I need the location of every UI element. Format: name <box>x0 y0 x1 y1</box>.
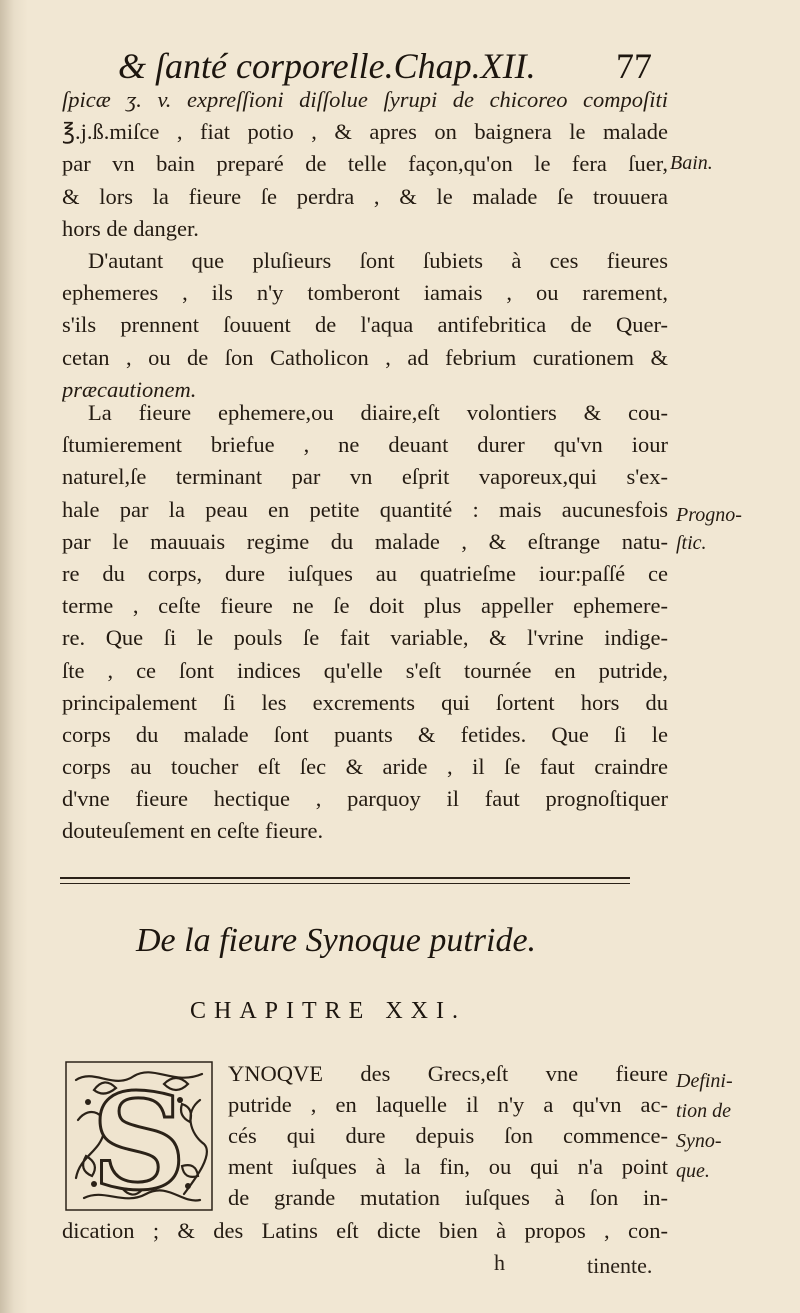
margin-note-definition-2: tion de <box>676 1100 731 1122</box>
text-line: ℥.j.ß.miſce , fiat potio , & apres on baignera le malade <box>62 119 668 145</box>
text-line: ſte , ce ſont indices qu'elle s'eſt tournée en putride, <box>62 657 668 683</box>
margin-note-prognostic-cont: ſtic. <box>676 532 707 554</box>
text-line: præcautionem. <box>62 376 197 402</box>
text-line: putride , en laquelle il n'y a qu'vn ac- <box>228 1092 668 1117</box>
text-line: principalement ſi les excrements qui ſortent hors du <box>62 689 668 715</box>
text-line: re. Que ſi le pouls ſe fait variable, & l'vrine indige- <box>62 625 668 651</box>
text-line: naturel,ſe terminant par vn eſprit vaporeux,qui s'ex- <box>62 464 668 490</box>
text-line: par le mauuais regime du malade , & eſtrange natu- <box>62 528 668 554</box>
text-line: terme , ceſte fieure ne ſe doit plus appeller ephemere- <box>62 593 668 619</box>
paragraph-1 <box>62 84 668 245</box>
text-line: ſpicæ ʒ. v. expreſſioni diſſolue ſyrupi de chicoreo compoſiti <box>62 87 668 112</box>
text-line: dication ; & des Latins eſt dicte bien à propos , con- <box>62 1218 668 1243</box>
text-line: La fieure ephemere,ou diaire,eſt volontiers & cou- <box>88 400 668 425</box>
text-line: cetan , ou de ſon Catholicon , ad febrium curationem & <box>62 344 668 370</box>
margin-note-prognostic: Progno- <box>676 504 742 526</box>
text-line: re du corps, dure iuſques au quatrieſme iour:paſſé ce <box>62 560 668 586</box>
chapter-opening-full <box>62 1215 668 1246</box>
margin-note-definition: Defini- <box>676 1070 733 1092</box>
text-line: YNOQVE des Grecs,eſt vne fieure <box>228 1061 668 1086</box>
text-line: ment iuſques à la fin, ou qui n'a point <box>228 1154 668 1179</box>
text-line: cés qui dure depuis ſon commence- <box>228 1123 668 1148</box>
text-line: D'autant que pluſieurs ſont ſubiets à ces fieures <box>88 248 668 273</box>
text-line: d'vne fieure hectique , parquoy il faut prognoſtiquer <box>62 786 668 812</box>
decorated-initial <box>64 1060 214 1212</box>
text-line: hors de danger. <box>62 215 199 241</box>
page-number: 77 <box>616 46 652 86</box>
running-header <box>118 42 678 90</box>
text-line: s'ils prennent ſouuent de l'aqua antifebritica de Quer- <box>62 312 668 338</box>
text-line: & lors la fieure ſe perdra , & le malade ſe trouuera <box>62 183 668 209</box>
section-title: De la fieure Synoque putride. <box>136 922 537 959</box>
margin-note-definition-3: Syno- <box>676 1130 722 1152</box>
paragraph-3 <box>62 397 668 848</box>
margin-note-definition-4: que. <box>676 1160 710 1182</box>
paragraph-2 <box>62 245 668 406</box>
running-title: & ſanté corporelle.Chap.XII. <box>118 46 536 86</box>
text-line: hale par la peau en petite quantité : mais aucunesfois <box>62 496 668 522</box>
text-line: douteuſement en ceſte fieure. <box>62 818 324 844</box>
text-line: corps du malade ſont puants & fetides. Que ſi le <box>62 721 668 747</box>
text-line: de grande mutation iuſques à ſon in- <box>228 1185 668 1210</box>
chapter-opening-wrapped <box>228 1058 668 1213</box>
chapter-label: CHAPITRE XXI. <box>190 998 466 1024</box>
text-line: ſtumierement briefue , ne deuant durer qu'vn iour <box>62 432 668 458</box>
foliage-ornament-icon <box>64 1060 214 1212</box>
text-line: par vn bain preparé de telle façon,qu'on le fera ſuer, <box>62 151 668 177</box>
section-divider-rule <box>60 877 630 884</box>
catchword: tinente. <box>587 1253 653 1278</box>
signature-mark: h <box>494 1250 505 1275</box>
margin-note-bain: Bain. <box>670 152 713 174</box>
text-line: ephemeres , ils n'y tomberont iamais , ou rarement, <box>62 280 668 306</box>
dropcap-letter: S <box>91 1065 187 1212</box>
text-line: corps au toucher eſt ſec & aride , il ſe faut craindre <box>62 754 668 780</box>
